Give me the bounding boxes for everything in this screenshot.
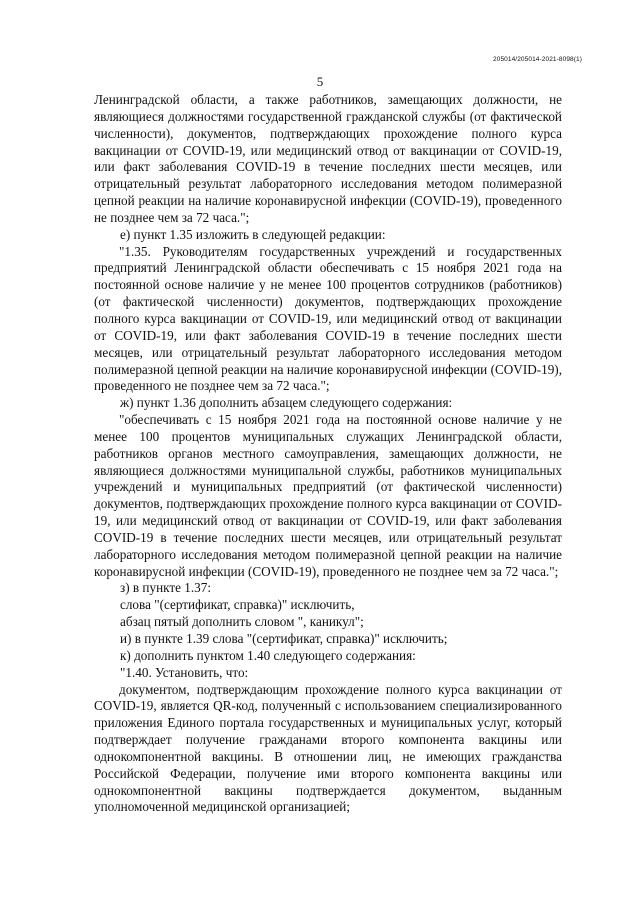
paragraph: и) в пункте 1.39 слова "(сертификат, справка)" исключить; xyxy=(120,631,448,646)
paragraph: Ленинградской области, а также работников, замещающих должности, не являющиеся должностями государственной гражданской службы (от фактической численности), документов, подтверждающих прохождение полного курса вакцинации от COVID-19, или медицинский отвод от вакцинации от COVID-19, или факт заболевания COVID-19 в течение последних шести месяцев, или отрицательный результат лабораторного исследования методом полимеразной цепной реакции на наличие коронавирусной инфекции (COVID-19), проведенного не позднее чем за 72 часа."; xyxy=(94,92,562,225)
paragraph: "1.35. Руководителям государственных учреждений и государственных предприятий Ленинградской области обеспечивать с 15 ноября 2021 года на постоянной основе наличие у не менее 100 процентов сотрудников (работников) (от фактической численности) документов, подтверждающих прохождение полного курса вакцинации от COVID-19, или медицинский отвод от вакцинации от COVID-19, или факт заболевания COVID-19 в течение последних шести месяцев, или отрицательный результат лабораторного исследования методом полимеразной цепной реакции на наличие коронавирусной инфекции (COVID-19), проведенного не позднее чем за 72 часа."; xyxy=(94,243,562,394)
paragraph: слова "(сертификат, справка)" исключить, xyxy=(120,597,355,613)
page-number: 5 xyxy=(316,74,324,89)
paragraph: абзац пятый дополнить словом ", каникул"; xyxy=(120,614,364,630)
paragraph: документом, подтверждающим прохождение полного курса вакцинации от COVID-19, является QR-код, полученный с использованием специализированного приложения Единого портала государственных и муниципальных услуг, который подтверждает получение гражданами второго компонента вакцины или однокомпонентной вакцины. В отношении лиц, не имеющих гражданства Российской Федерации, получение ими второго компонента вакцины или однокомпонентной вакцины подтверждается документом, выданным уполномоченной медицинской организацией; xyxy=(94,681,562,815)
document-body xyxy=(94,92,562,816)
paragraph: "1.40. Установить, что: xyxy=(120,664,249,680)
document-id: 205014/205014-2021-8098(1) xyxy=(493,56,582,63)
paragraph: ж) пункт 1.36 дополнить абзацем следующего содержания: xyxy=(120,395,453,411)
paragraph: з) в пункте 1.37: xyxy=(120,580,212,596)
paragraph: к) дополнить пунктом 1.40 следующего содержания: xyxy=(120,647,416,663)
paragraph: "обеспечивать с 15 ноября 2021 года на постоянной основе наличие у не менее 100 процентов муниципальных служащих Ленинградской области, работников органов местного самоуправления, замещающих должности, не являющиеся должностями муниципальной службы, работников муниципальных учреждений и муниципальных предприятий (от фактической численности) документов, подтверждающих прохождение полного курса вакцинации от COVID-19, или медицинский отвод от вакцинации от COVID-19, или факт заболевания COVID-19 в течение последних шести месяцев, или отрицательный результат лабораторного исследования методом полимеразной цепной реакции на наличие коронавирусной инфекции (COVID-19), проведенного не позднее чем за 72 часа."; xyxy=(94,412,562,579)
paragraph: е) пункт 1.35 изложить в следующей редакции: xyxy=(120,226,386,242)
